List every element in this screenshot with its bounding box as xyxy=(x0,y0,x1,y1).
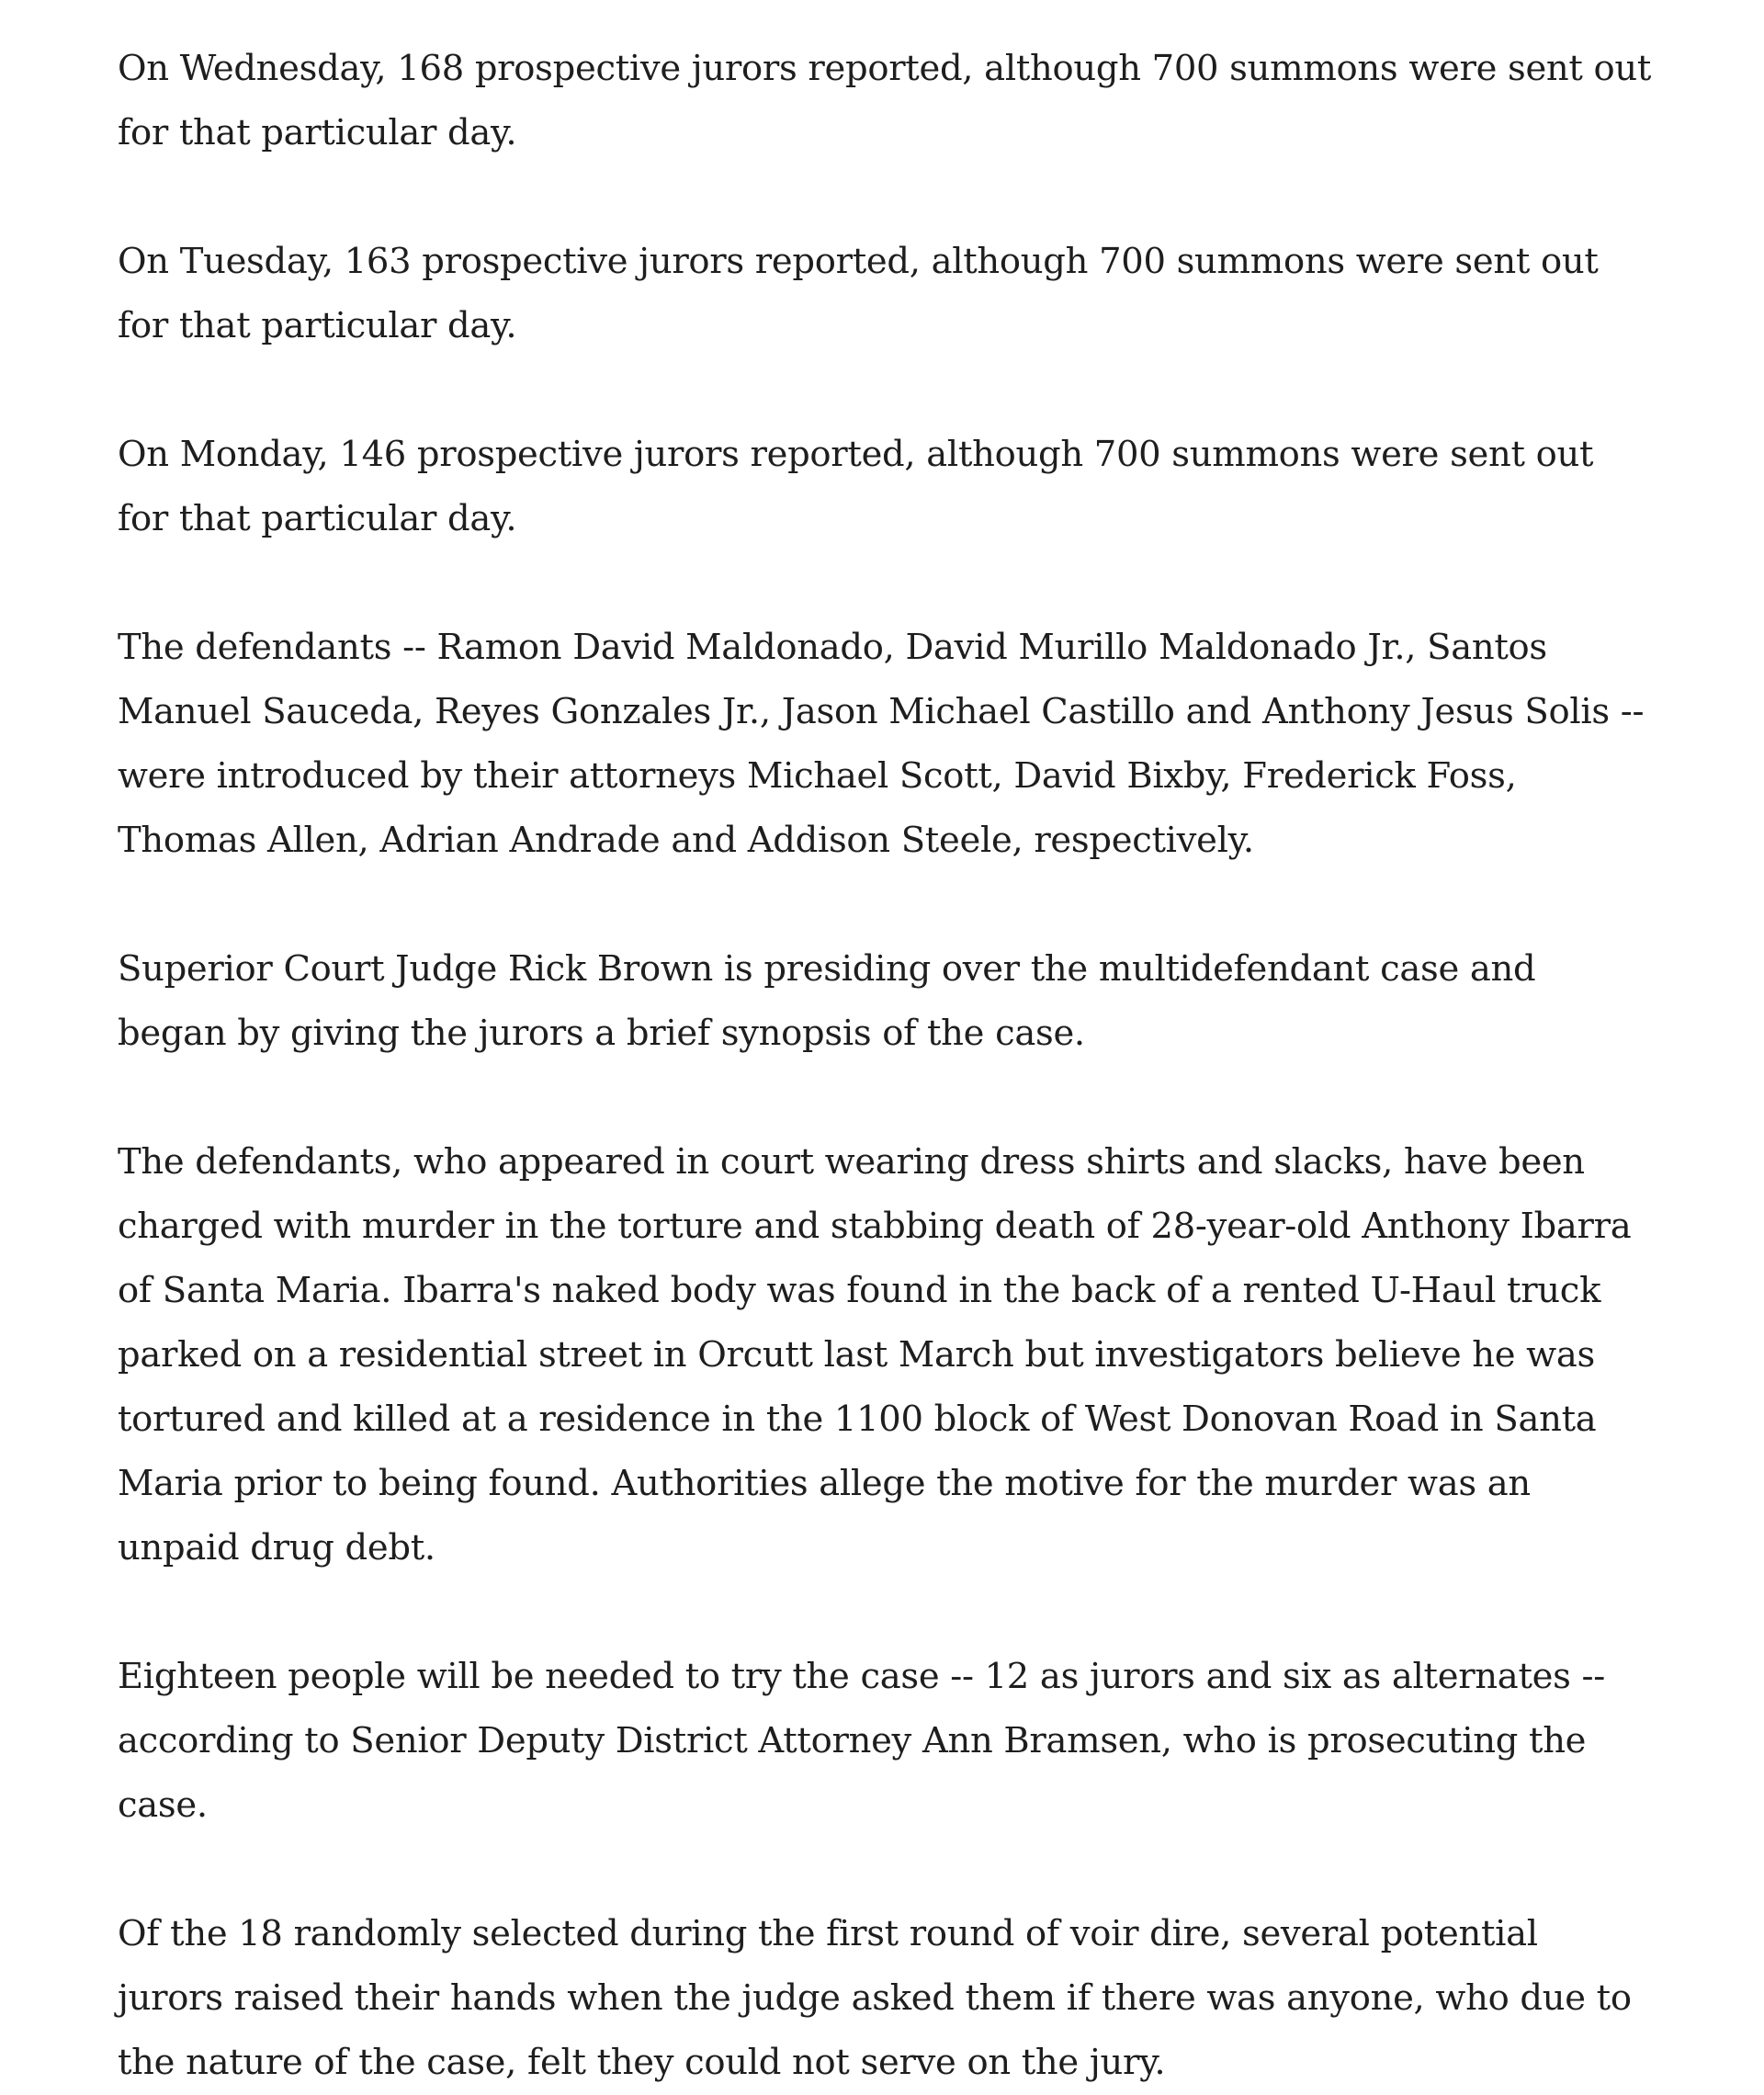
paragraph-voir-dire: Of the 18 randomly selected during the first round of voir dire, several potential jurors raised their hands when the judge asked them if there was anyone, who due to the nature of the case, felt they could not serve on the jury. xyxy=(118,1913,1632,2083)
paragraph-charges: The defendants, who appeared in court wearing dress shirts and slacks, have been charged with murder in the torture and stabbing death of 28-year-old Anthony Ibarra of Santa Maria. Ibarra's naked body was found in the back of a rented U-Haul truck parked on a residential street in Orcutt last March but investigators believe he was tortured and killed at a residence in the 1100 block of West Donovan Road in Santa Maria prior to being found. Authorities allege the motive for the murder was an unpaid drug debt. xyxy=(118,1141,1632,1568)
article-body xyxy=(118,37,1652,2095)
paragraph-defendants-attorneys: The defendants -- Ramon David Maldonado, David Murillo Maldonado Jr., Santos Manuel Sauceda, Reyes Gonzales Jr., Jason Michael Castillo and Anthony Jesus Solis -- were introduced by their attorneys Michael Scott, David Bixby, Frederick Foss, Thomas Allen, Adrian Andrade and Addison Steele, respectively. xyxy=(118,627,1645,861)
paragraph-monday-jurors: On Monday, 146 prospective jurors reported, although 700 summons were sent out for that particular day. xyxy=(118,434,1594,539)
paragraph-wednesday-jurors: On Wednesday, 168 prospective jurors reported, although 700 summons were sent out for that particular day. xyxy=(118,48,1652,153)
paragraph-judge-presiding: Superior Court Judge Rick Brown is presiding over the multidefendant case and began by giving the jurors a brief synopsis of the case. xyxy=(118,948,1536,1054)
paragraph-jurors-needed: Eighteen people will be needed to try the case -- 12 as jurors and six as alternates -- according to Senior Deputy District Attorney Ann Bramsen, who is prosecuting the case. xyxy=(118,1656,1605,1826)
paragraph-tuesday-jurors: On Tuesday, 163 prospective jurors reported, although 700 summons were sent out for that particular day. xyxy=(118,241,1599,346)
